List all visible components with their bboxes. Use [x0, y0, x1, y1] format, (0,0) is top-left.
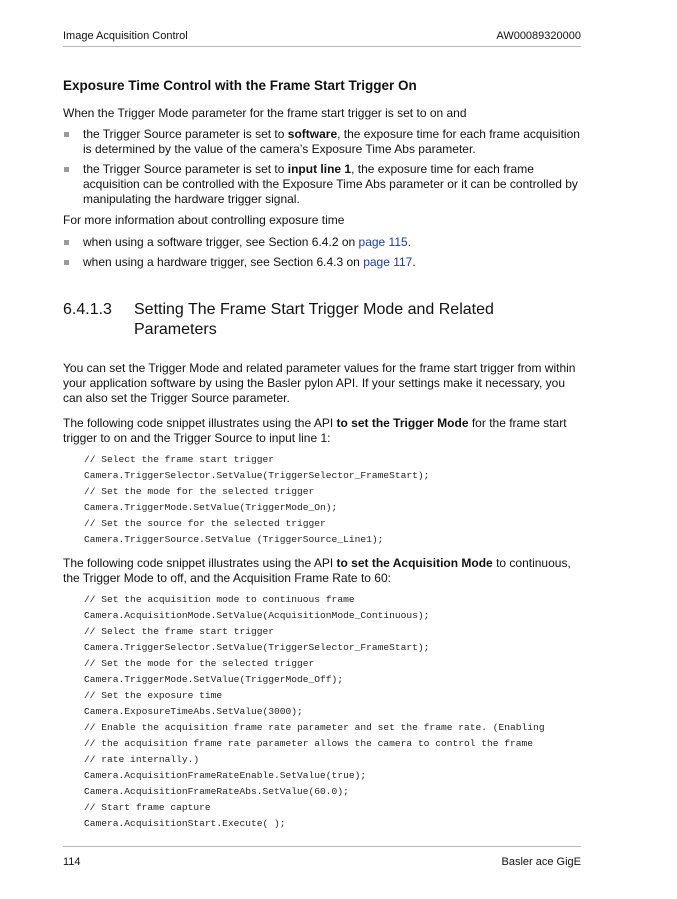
bold-term: input line 1 [287, 162, 352, 176]
page-content [63, 77, 581, 832]
code-intro-paragraph: The following code snippet illustrates using the API to set the Trigger Mode for the frame start trigger to on and the Trigger Source to input line 1: [63, 416, 567, 445]
code-line: // rate internally.) [84, 754, 200, 765]
reference-list [63, 235, 581, 270]
bullet-square-icon [64, 240, 69, 245]
section-title: Setting The Frame Start Trigger Mode and Related Parameters [134, 301, 494, 338]
footer-rule [63, 846, 581, 847]
bold-phrase: to set the Trigger Mode [336, 416, 469, 430]
footer-product: Basler ace GigE [501, 856, 581, 868]
list-item: the Trigger Source parameter is set to software, the exposure time for each frame acquisition is determined by the value of the camera’s Exposure Time Abs parameter. [63, 127, 581, 157]
trigger-source-list [63, 127, 581, 207]
code-line: // Set the acquisition mode to continuous frame [84, 594, 355, 605]
code-snippet-acquisition-mode [63, 592, 581, 832]
code-line: Camera.TriggerSource.SetValue (TriggerSource_Line1); [84, 534, 384, 545]
code-line: // Set the source for the selected trigger [84, 518, 326, 529]
page-footer [63, 854, 581, 870]
intro-paragraph: When the Trigger Mode parameter for the frame start trigger is set to on and [63, 106, 467, 120]
code-line: // the acquisition frame rate parameter allows the camera to control the frame [84, 738, 534, 749]
code-line: Camera.AcquisitionFrameRateAbs.SetValue(60.0); [84, 786, 349, 797]
page-header [63, 28, 581, 44]
code-line: Camera.TriggerMode.SetValue(TriggerMode_On); [84, 502, 338, 513]
section-number: 6.4.1.3 [63, 301, 112, 318]
code-snippet-trigger-mode [63, 452, 581, 548]
code-line: Camera.ExposureTimeAbs.SetValue(3000); [84, 706, 303, 717]
code-line: Camera.TriggerMode.SetValue(TriggerMode_Off); [84, 674, 344, 685]
code-line: // Select the frame start trigger [84, 626, 274, 637]
page-link[interactable]: page 117 [363, 255, 413, 269]
page-number: 114 [63, 856, 81, 868]
bullet-square-icon [64, 167, 69, 172]
header-chapter: Image Acquisition Control [63, 30, 188, 42]
bold-term: software [287, 127, 338, 141]
code-line: // Set the mode for the selected trigger [84, 486, 315, 497]
list-item: the Trigger Source parameter is set to input line 1, the exposure time for each frame acquisition can be controlled with the Exposure Time Abs parameter or it can be controlled by manipulating the hardware trigger signal. [63, 162, 581, 207]
section-intro-paragraph: You can set the Trigger Mode and related parameter values for the frame start trigger from within your application software by using the Basler pylon API. If your settings make it necessary, you can also set the Trigger Source parameter. [63, 361, 576, 405]
bullet-square-icon [64, 260, 69, 265]
code-line: Camera.TriggerSelector.SetValue(TriggerSelector_FrameStart); [84, 642, 430, 653]
code-line: // Select the frame start trigger [84, 454, 274, 465]
code-line: Camera.AcquisitionStart.Execute( ); [84, 818, 286, 829]
page-link[interactable]: page 115 [358, 235, 408, 249]
header-doc-id: AW00089320000 [496, 30, 581, 42]
code-line: // Set the exposure time [84, 690, 223, 701]
code-line: Camera.TriggerSelector.SetValue(TriggerSelector_FrameStart); [84, 470, 430, 481]
section-heading [63, 300, 581, 340]
subsection-title: Exposure Time Control with the Frame Start Trigger On [63, 78, 417, 93]
code-line: // Set the mode for the selected trigger [84, 658, 315, 669]
list-item: when using a software trigger, see Section 6.4.2 on page 115. [63, 235, 581, 250]
bullet-square-icon [64, 132, 69, 137]
header-rule [63, 46, 581, 47]
code-line: // Start frame capture [84, 802, 211, 813]
code-line: Camera.AcquisitionFrameRateEnable.SetValue(true); [84, 770, 367, 781]
code-line: // Enable the acquisition frame rate parameter and set the frame rate. (Enabling [84, 722, 545, 733]
list-item: when using a hardware trigger, see Section 6.4.3 on page 117. [63, 255, 581, 270]
code-line: Camera.AcquisitionMode.SetValue(AcquisitionMode_Continuous); [84, 610, 430, 621]
more-info-paragraph: For more information about controlling exposure time [63, 213, 345, 227]
code-intro-paragraph: The following code snippet illustrates using the API to set the Acquisition Mode to continuous, the Trigger Mode to off, and the Acquisition Frame Rate to 60: [63, 556, 571, 585]
bold-phrase: to set the Acquisition Mode [336, 556, 493, 570]
